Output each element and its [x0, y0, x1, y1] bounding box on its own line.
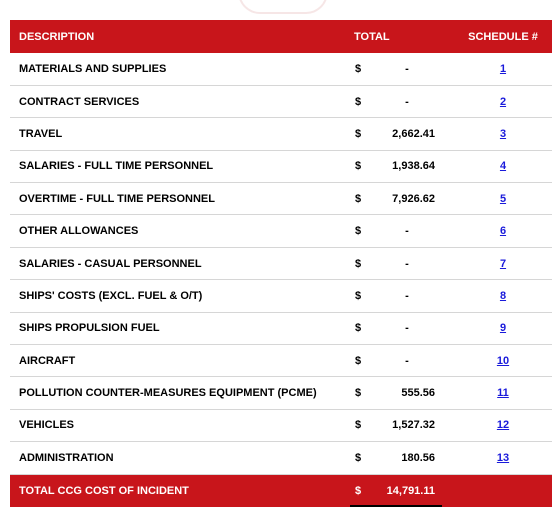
row-amount: 2,662.41: [392, 127, 435, 140]
row-schedule-cell: [454, 345, 552, 377]
row-gap-cell: [437, 183, 454, 215]
row-schedule-cell: [454, 118, 552, 150]
row-amount: -: [405, 225, 409, 238]
schedule-link[interactable]: 2: [499, 95, 507, 108]
row-description: OVERTIME - FULL TIME PERSONNEL: [19, 192, 215, 205]
incident-cost-table: [10, 20, 552, 507]
total-gap-cell: [437, 474, 454, 507]
row-currency-symbol: $: [355, 419, 362, 432]
table-row: [10, 118, 552, 150]
schedule-link[interactable]: 5: [499, 192, 507, 205]
row-amount: 7,926.62: [392, 192, 435, 205]
table-body: [10, 53, 552, 474]
schedule-link[interactable]: 8: [499, 289, 507, 302]
row-schedule-cell: [454, 409, 552, 441]
row-description: SHIPS PROPULSION FUEL: [19, 322, 160, 335]
row-gap-cell: [437, 377, 454, 409]
row-description: AIRCRAFT: [19, 354, 76, 367]
row-amount: -: [405, 95, 409, 108]
row-schedule-cell: [454, 247, 552, 279]
column-header-total: TOTAL: [354, 30, 390, 43]
row-currency-symbol: $: [355, 192, 362, 205]
table-row: [10, 215, 552, 247]
row-schedule-cell: [454, 377, 552, 409]
row-amount: 555.56: [401, 387, 435, 400]
row-gap-cell: [437, 85, 454, 117]
table-row: [10, 150, 552, 182]
total-label: TOTAL CCG COST OF INCIDENT: [19, 484, 189, 497]
row-description: SHIPS' COSTS (EXCL. FUEL & O/T): [19, 289, 203, 302]
row-description: TRAVEL: [19, 127, 63, 140]
row-currency-symbol: $: [355, 160, 362, 173]
schedule-link[interactable]: 4: [499, 160, 507, 173]
row-currency-symbol: $: [355, 354, 362, 367]
row-amount: -: [405, 257, 409, 270]
row-description: CONTRACT SERVICES: [19, 95, 140, 108]
schedule-link[interactable]: 11: [497, 387, 509, 400]
row-currency-symbol: $: [355, 257, 362, 270]
row-amount: -: [405, 322, 409, 335]
row-description: POLLUTION COUNTER-MEASURES EQUIPMENT (PCME): [19, 387, 317, 400]
row-gap-cell: [437, 247, 454, 279]
total-amount: 14,791.11: [386, 484, 435, 497]
row-amount: -: [405, 62, 409, 75]
schedule-link[interactable]: 6: [499, 225, 507, 238]
table-row: [10, 247, 552, 279]
table-row: [10, 442, 552, 474]
table-row: [10, 53, 552, 85]
row-gap-cell: [437, 312, 454, 344]
row-schedule-cell: [454, 312, 552, 344]
row-currency-symbol: $: [355, 451, 362, 464]
row-description: ADMINISTRATION: [19, 451, 114, 464]
row-description: MATERIALS AND SUPPLIES: [19, 62, 167, 75]
row-gap-cell: [437, 150, 454, 182]
row-currency-symbol: $: [355, 322, 362, 335]
row-currency-symbol: $: [355, 95, 362, 108]
row-currency-symbol: $: [355, 387, 362, 400]
table-header-row: [10, 20, 552, 53]
total-underline: [350, 505, 442, 507]
row-currency-symbol: $: [355, 62, 362, 75]
schedule-link[interactable]: 13: [496, 451, 510, 464]
row-amount: -: [405, 354, 409, 367]
table-row: [10, 345, 552, 377]
row-description: SALARIES - FULL TIME PERSONNEL: [19, 160, 214, 173]
row-amount: -: [405, 289, 409, 302]
schedule-link[interactable]: 1: [499, 62, 507, 75]
row-gap-cell: [437, 442, 454, 474]
row-gap-cell: [437, 345, 454, 377]
row-schedule-cell: [454, 150, 552, 182]
table-row: [10, 280, 552, 312]
table-row: [10, 409, 552, 441]
row-amount: 180.56: [401, 451, 435, 464]
row-description: VEHICLES: [19, 419, 75, 432]
column-header-description: DESCRIPTION: [19, 30, 95, 43]
schedule-link[interactable]: 7: [499, 257, 507, 270]
row-gap-cell: [437, 280, 454, 312]
row-gap-cell: [437, 118, 454, 150]
row-schedule-cell: [454, 53, 552, 85]
row-schedule-cell: [454, 183, 552, 215]
table-row: [10, 85, 552, 117]
table-row: [10, 183, 552, 215]
seal-watermark: [238, 0, 328, 14]
schedule-link[interactable]: 9: [499, 322, 507, 335]
row-schedule-cell: [454, 215, 552, 247]
row-schedule-cell: [454, 85, 552, 117]
column-header-schedule: SCHEDULE #: [468, 30, 538, 43]
row-currency-symbol: $: [355, 225, 362, 238]
row-amount: 1,938.64: [392, 160, 435, 173]
row-description: OTHER ALLOWANCES: [19, 225, 139, 238]
total-row: [10, 474, 552, 507]
row-description: SALARIES - CASUAL PERSONNEL: [19, 257, 202, 270]
row-currency-symbol: $: [355, 127, 362, 140]
row-amount: 1,527.32: [392, 419, 435, 432]
row-gap-cell: [437, 53, 454, 85]
total-schedule-cell: [454, 474, 552, 507]
row-schedule-cell: [454, 280, 552, 312]
table-row: [10, 377, 552, 409]
row-gap-cell: [437, 409, 454, 441]
row-gap-cell: [437, 215, 454, 247]
row-schedule-cell: [454, 442, 552, 474]
row-currency-symbol: $: [355, 289, 362, 302]
table-row: [10, 312, 552, 344]
total-currency-symbol: $: [355, 484, 362, 497]
schedule-link[interactable]: 12: [496, 419, 510, 432]
schedule-link[interactable]: 3: [499, 127, 507, 140]
schedule-link[interactable]: 10: [496, 354, 510, 367]
